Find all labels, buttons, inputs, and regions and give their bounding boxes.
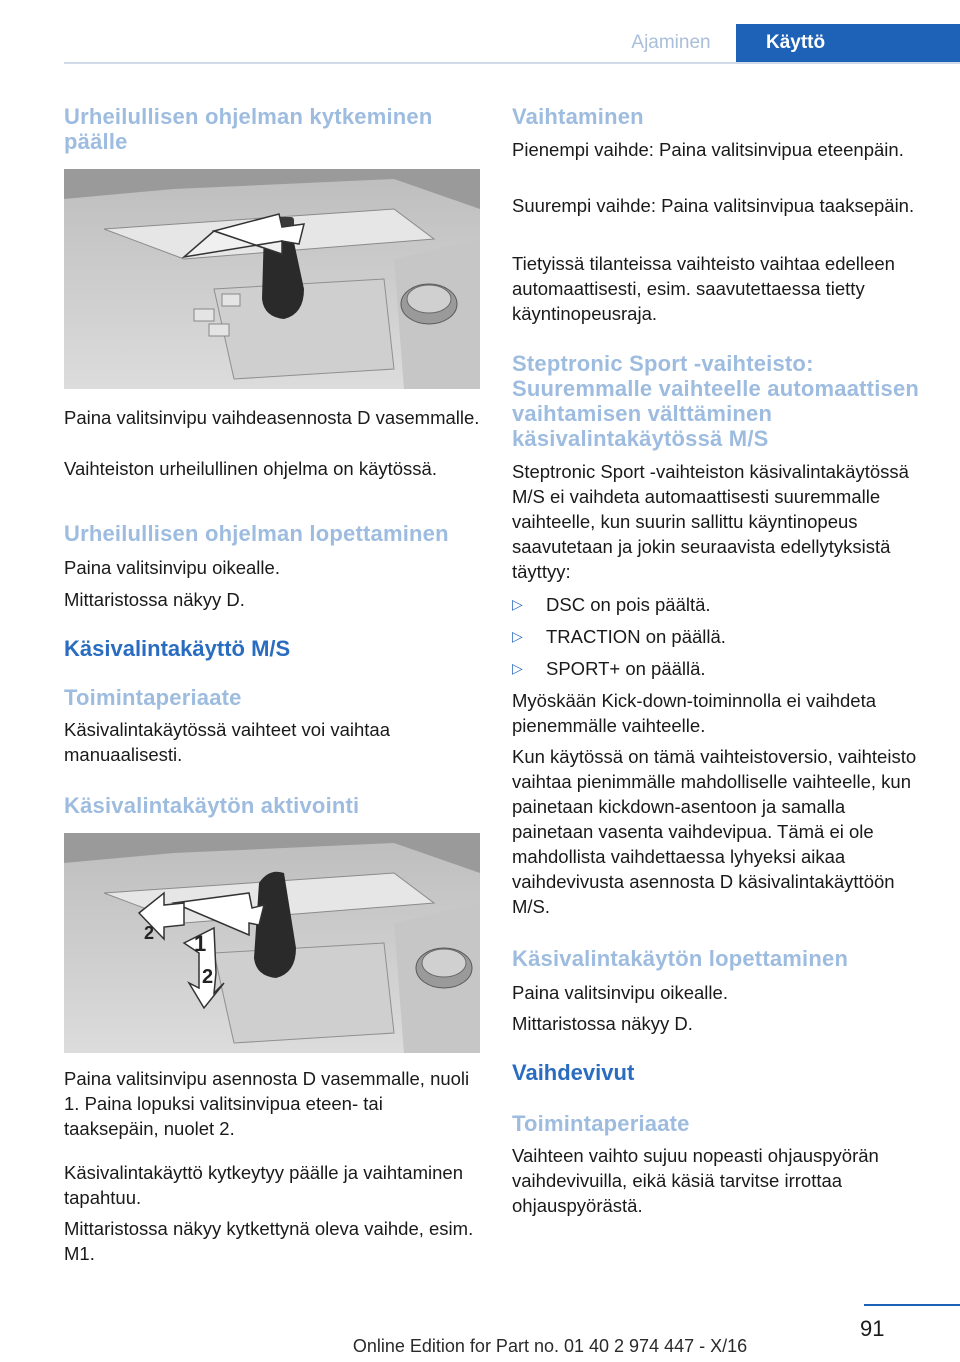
heading-manual-deactivation: Käsivalintakäytön lopettaminen bbox=[512, 946, 849, 971]
figure-selector-lever-left bbox=[64, 169, 480, 389]
heading-manual-activation: Käsivalintakäytön aktivointi bbox=[64, 793, 360, 818]
arrow-label-1: 1 bbox=[194, 931, 207, 956]
heading-shifting: Vaihtaminen bbox=[512, 104, 644, 129]
list-item-text: DSC on pois päältä. bbox=[546, 594, 711, 615]
header-divider bbox=[64, 62, 960, 64]
paragraph: Kun käytössä on tämä vaihteistoversio, vaihteisto vaihtaa pienimmälle mahdolliselle vaihteelle, kun painetaan kickdown-asentoon ja samalla painetaan vasenta vaihdevipua. Tämä ei ole mahdollista vaihdettaessa lyhyeksi aikaa vaihdevivusta asennosta D käsivalintakäyttöön M/S. bbox=[512, 746, 917, 917]
page-number: 91 bbox=[860, 1316, 885, 1341]
paragraph: Paina valitsinvipu vaihdeasennosta D vasemmalle. bbox=[64, 407, 480, 428]
paragraph: Vaihteen vaihto sujuu nopeasti ohjauspyörän vaihdevivuilla, eikä käsiä tarvitse irrottaa ohjauspyörästä. bbox=[512, 1145, 879, 1216]
heading-paddles: Vaihdevivut bbox=[512, 1060, 635, 1085]
arrow-label-2-top: 2 bbox=[144, 923, 155, 943]
list-item bbox=[512, 656, 930, 681]
heading-principle: Toimintaperiaate bbox=[64, 685, 242, 710]
list-item bbox=[512, 624, 930, 649]
list-item bbox=[512, 592, 930, 617]
paragraph: Käsivalintakäytössä vaihteet voi vaihtaa manuaalisesti. bbox=[64, 719, 390, 765]
paragraph: Paina valitsinvipu oikealle. bbox=[64, 557, 280, 578]
heading-steptronic-sport: Steptronic Sport -vaihteisto: Suuremmalle vaihteelle automaattisen vaihtamisen välttäminen käsivalintakäytössä M/S bbox=[512, 351, 920, 451]
heading-manual-mode: Käsivalintakäyttö M/S bbox=[64, 636, 291, 661]
list-item-text: SPORT+ on päällä. bbox=[546, 658, 706, 679]
figure-manual-activation bbox=[64, 833, 480, 1053]
paragraph: Vaihteiston urheilullinen ohjelma on käytössä. bbox=[64, 458, 437, 479]
heading-principle-paddles: Toimintaperiaate bbox=[512, 1111, 690, 1136]
paragraph: Käsivalintakäyttö kytkeytyy päälle ja vaihtaminen tapahtuu. bbox=[64, 1162, 463, 1208]
paragraph: Paina valitsinvipu asennosta D vasemmalle, nuoli 1. Paina lopuksi valitsinvipua eteen- tai taaksepäin, nuolet 2. bbox=[64, 1068, 470, 1139]
paragraph: Mittaristossa näkyy kytkettynä oleva vaihde, esim. M1. bbox=[64, 1218, 474, 1264]
gear-selector-illustration bbox=[64, 169, 480, 389]
paragraph: Mittaristossa näkyy D. bbox=[512, 1013, 693, 1034]
paragraph: Paina valitsinvipu oikealle. bbox=[512, 982, 728, 1003]
page-header bbox=[620, 24, 960, 62]
paragraph: Mittaristossa näkyy D. bbox=[64, 589, 245, 610]
list-item-text: TRACTION on päällä. bbox=[546, 626, 726, 647]
triangle-bullet-icon: ▷ bbox=[512, 596, 523, 612]
paragraph: Myöskään Kick-down-toiminnolla ei vaihdeta pienemmälle vaihteelle. bbox=[512, 690, 877, 736]
paragraph: Pienempi vaihde: Paina valitsinvipua eteenpäin. bbox=[512, 139, 904, 160]
gear-selector-arrows-illustration bbox=[64, 833, 480, 1053]
paragraph: Suurempi vaihde: Paina valitsinvipua taaksepäin. bbox=[512, 195, 915, 216]
edition-footer: Online Edition for Part no. 01 40 2 974 447 - X/16 bbox=[352, 1336, 748, 1356]
heading-sport-on: Urheilullisen ohjelman kytkeminen päälle bbox=[64, 104, 433, 154]
section-tab[interactable]: Ajaminen bbox=[631, 32, 711, 53]
footer-divider bbox=[864, 1304, 960, 1306]
triangle-bullet-icon: ▷ bbox=[512, 628, 523, 644]
chapter-tab[interactable]: Käyttö bbox=[736, 24, 960, 62]
arrow-label-2-bottom: 2 bbox=[202, 966, 214, 988]
paragraph: Steptronic Sport -vaihteiston käsivalintakäytössä M/S ei vaihdeta automaattisesti suuremmalle vaihteelle, kun suurin sallittu käyntinopeus saavutetaan ja jokin seuraavista edellytyksistä täyttyy: bbox=[512, 461, 909, 582]
heading-sport-off: Urheilullisen ohjelman lopettaminen bbox=[64, 521, 449, 546]
triangle-bullet-icon: ▷ bbox=[512, 660, 523, 676]
paragraph: Tietyissä tilanteissa vaihteisto vaihtaa edelleen automaattisesti, esim. saavutettaessa tietty käyntinopeusraja. bbox=[512, 253, 895, 324]
